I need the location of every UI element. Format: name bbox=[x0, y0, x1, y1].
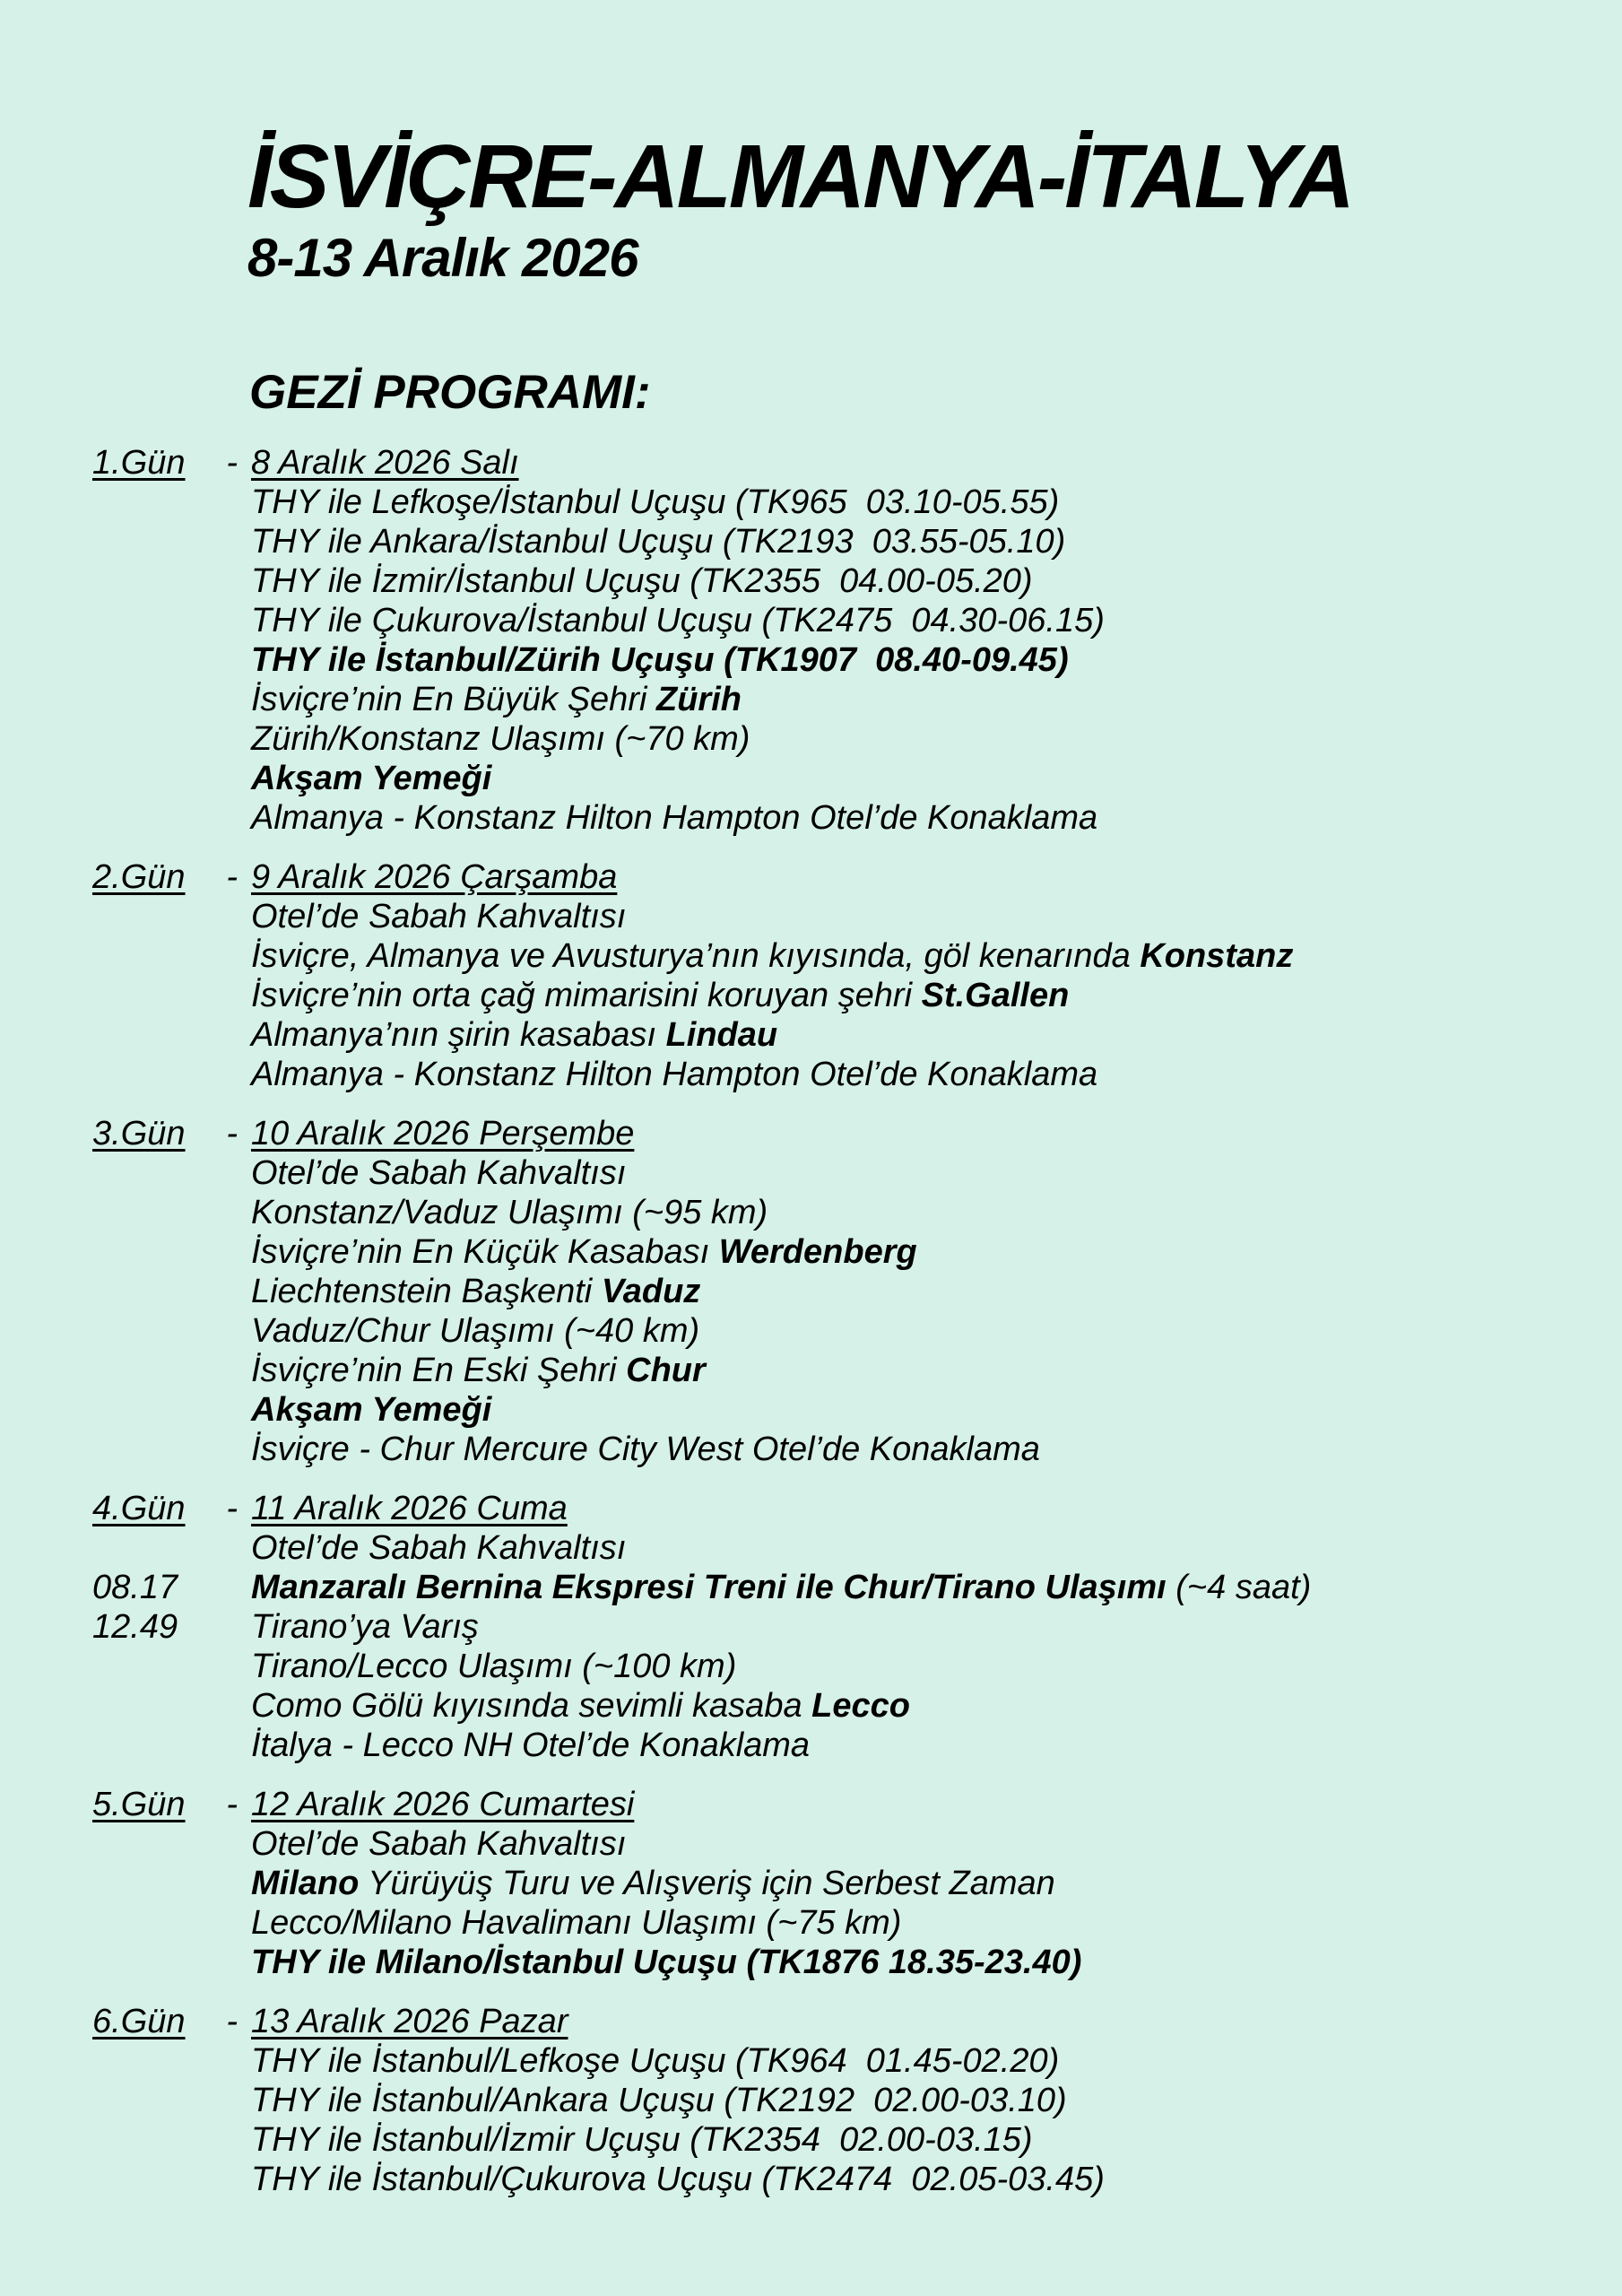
day-block bbox=[0, 1489, 1622, 1765]
text-segment: Liechtenstein Başkenti bbox=[251, 1273, 602, 1310]
text-segment: THY ile İstanbul/Lefkoşe Uçuşu (TK964 01.45-02.20) bbox=[251, 2042, 1060, 2080]
text-segment: Otel’de Sabah Kahvaltısı bbox=[251, 1529, 627, 1567]
text-segment: Konstanz bbox=[1140, 937, 1294, 975]
day-date: 8 Aralık 2026 Salı bbox=[251, 444, 519, 482]
itinerary-line bbox=[0, 1647, 1622, 1686]
line-text bbox=[251, 1312, 699, 1350]
line-text bbox=[251, 1944, 1081, 1981]
itinerary-line bbox=[0, 1607, 1622, 1647]
day-block bbox=[0, 1114, 1622, 1469]
day-block bbox=[0, 2002, 1622, 2199]
itinerary-line bbox=[0, 2041, 1622, 2081]
line-text bbox=[251, 1529, 626, 1567]
day-date: 9 Aralık 2026 Çarşamba bbox=[251, 858, 618, 896]
text-segment: (~4 saat) bbox=[1166, 1569, 1312, 1606]
line-text bbox=[251, 1273, 700, 1310]
text-segment: THY ile Milano/İstanbul Uçuşu (TK1876 18.35-23.40) bbox=[251, 1944, 1082, 1981]
itinerary-line bbox=[0, 483, 1622, 522]
day-label: 6.Gün bbox=[92, 2003, 186, 2040]
line-text bbox=[251, 898, 626, 935]
program-heading: GEZİ PROGRAMI: bbox=[249, 366, 651, 419]
line-text bbox=[251, 2121, 1033, 2159]
day-header bbox=[0, 1114, 1622, 1153]
day-date: 12 Aralık 2026 Cumartesi bbox=[251, 1786, 635, 1823]
itinerary-line bbox=[0, 1193, 1622, 1232]
day-label: 5.Gün bbox=[92, 1786, 186, 1823]
text-segment: Milano bbox=[251, 1865, 360, 1902]
text-segment: THY ile İstanbul/Zürih Uçuşu (TK1907 08.40-09.45) bbox=[251, 641, 1069, 679]
text-segment: THY ile İstanbul/Ankara Uçuşu (TK2192 02.00-03.10) bbox=[251, 2082, 1067, 2119]
itinerary bbox=[0, 443, 1622, 2199]
day-label: 4.Gün bbox=[92, 1490, 186, 1527]
day-header bbox=[0, 2002, 1622, 2041]
itinerary-line bbox=[0, 1864, 1622, 1903]
day-date: 10 Aralık 2026 Perşembe bbox=[251, 1115, 635, 1152]
itinerary-line bbox=[0, 719, 1622, 759]
day-header bbox=[0, 857, 1622, 897]
text-segment: Lecco bbox=[811, 1687, 910, 1725]
text-segment: Zürih bbox=[655, 681, 742, 718]
text-segment: İsviçre, Almanya ve Avusturya’nın kıyısında, göl kenarında bbox=[251, 937, 1141, 975]
text-segment: Zürih/Konstanz Ulaşımı (~70 km) bbox=[251, 720, 750, 758]
day-block bbox=[0, 443, 1622, 838]
text-segment: Otel’de Sabah Kahvaltısı bbox=[251, 1825, 627, 1863]
day-margin bbox=[92, 443, 238, 483]
text-segment: Tirano/Lecco Ulaşımı (~100 km) bbox=[251, 1648, 737, 1685]
itinerary-line bbox=[0, 1943, 1622, 1982]
line-text bbox=[251, 1569, 1311, 1606]
day-margin bbox=[92, 1489, 238, 1528]
day-margin bbox=[92, 1114, 238, 1153]
line-text bbox=[251, 1194, 768, 1231]
itinerary-line bbox=[0, 1272, 1622, 1311]
line-text bbox=[251, 760, 491, 797]
text-segment: THY ile Çukurova/İstanbul Uçuşu (TK2475 04.30-06.15) bbox=[251, 602, 1105, 639]
time-label: 08.17 bbox=[92, 1569, 178, 1606]
text-segment: Konstanz/Vaduz Ulaşımı (~95 km) bbox=[251, 1194, 768, 1231]
itinerary-line bbox=[0, 1903, 1622, 1943]
itinerary-line bbox=[0, 759, 1622, 798]
line-text bbox=[251, 799, 1097, 837]
itinerary-line bbox=[0, 561, 1622, 601]
day-margin bbox=[92, 857, 238, 897]
itinerary-line bbox=[0, 1726, 1622, 1765]
line-text bbox=[251, 977, 1069, 1014]
line-text bbox=[251, 1687, 910, 1725]
line-text bbox=[251, 1016, 777, 1054]
line-text bbox=[251, 1608, 479, 1646]
itinerary-line bbox=[0, 1430, 1622, 1469]
text-segment: THY ile Lefkoşe/İstanbul Uçuşu (TK965 03.10-05.55) bbox=[251, 483, 1060, 521]
itinerary-line bbox=[0, 1055, 1622, 1094]
itinerary-line bbox=[0, 1232, 1622, 1272]
line-text bbox=[251, 523, 1065, 561]
day-block bbox=[0, 857, 1622, 1094]
line-text bbox=[251, 2082, 1067, 2119]
line-text bbox=[251, 1391, 491, 1429]
text-segment: Almanya - Konstanz Hilton Hampton Otel’de Konaklama bbox=[251, 799, 1098, 837]
line-text bbox=[251, 1825, 626, 1863]
itinerary-line bbox=[0, 1824, 1622, 1864]
line-text bbox=[251, 720, 750, 758]
itinerary-line bbox=[0, 2081, 1622, 2120]
day-header bbox=[0, 443, 1622, 483]
text-segment: Akşam Yemeği bbox=[251, 1391, 492, 1429]
itinerary-line bbox=[0, 640, 1622, 680]
day-header bbox=[0, 1785, 1622, 1824]
text-segment: Akşam Yemeği bbox=[251, 760, 492, 797]
text-segment: Vaduz/Chur Ulaşımı (~40 km) bbox=[251, 1312, 700, 1350]
text-segment: THY ile İzmir/İstanbul Uçuşu (TK2355 04.00-05.20) bbox=[251, 562, 1033, 600]
day-block bbox=[0, 1785, 1622, 1982]
day-date: 13 Aralık 2026 Pazar bbox=[251, 2003, 568, 2040]
line-text bbox=[251, 1154, 626, 1192]
text-segment: Manzaralı Bernina Ekspresi Treni ile Chur/Tirano Ulaşımı bbox=[251, 1569, 1167, 1606]
itinerary-line bbox=[0, 897, 1622, 936]
day-margin bbox=[92, 1785, 238, 1824]
text-segment: İsviçre’nin En Eski Şehri bbox=[251, 1352, 627, 1389]
line-text bbox=[251, 641, 1069, 679]
itinerary-line bbox=[0, 1390, 1622, 1430]
page-subtitle: 8-13 Aralık 2026 bbox=[247, 228, 638, 288]
line-text bbox=[251, 1904, 901, 1942]
day-separator: - bbox=[226, 2003, 238, 2040]
text-segment: Werdenberg bbox=[718, 1233, 917, 1271]
text-segment: St.Gallen bbox=[921, 977, 1070, 1014]
line-text bbox=[251, 1431, 1040, 1468]
text-segment: Lindau bbox=[665, 1016, 778, 1054]
line-text bbox=[251, 681, 742, 718]
itinerary-line bbox=[0, 936, 1622, 976]
text-segment: Vaduz bbox=[601, 1273, 701, 1310]
line-text bbox=[251, 1056, 1097, 1093]
text-segment: İsviçre’nin orta çağ mimarisini koruyan şehri bbox=[251, 977, 922, 1014]
itinerary-line bbox=[0, 976, 1622, 1015]
line-text bbox=[251, 1726, 810, 1764]
text-segment: THY ile İstanbul/Çukurova Uçuşu (TK2474 02.05-03.45) bbox=[251, 2161, 1105, 2198]
line-text bbox=[251, 2042, 1059, 2080]
itinerary-line bbox=[0, 601, 1622, 640]
time-label: 12.49 bbox=[92, 1608, 178, 1646]
itinerary-line bbox=[0, 2160, 1622, 2199]
day-date: 11 Aralık 2026 Cuma bbox=[251, 1490, 568, 1527]
text-segment: Lecco/Milano Havalimanı Ulaşımı (~75 km) bbox=[251, 1904, 902, 1942]
itinerary-line bbox=[0, 1015, 1622, 1055]
text-segment: Almanya - Konstanz Hilton Hampton Otel’de Konaklama bbox=[251, 1056, 1098, 1093]
text-segment: İtalya - Lecco NH Otel’de Konaklama bbox=[251, 1726, 811, 1764]
page-title: İSVİÇRE-ALMANYA-İTALYA bbox=[247, 126, 1353, 227]
day-separator: - bbox=[226, 858, 238, 896]
day-separator: - bbox=[226, 1490, 238, 1527]
itinerary-line bbox=[0, 798, 1622, 838]
line-text bbox=[251, 1865, 1055, 1902]
text-segment: THY ile Ankara/İstanbul Uçuşu (TK2193 03.55-05.10) bbox=[251, 523, 1066, 561]
line-text bbox=[251, 1648, 736, 1685]
itinerary-line bbox=[0, 1528, 1622, 1568]
text-segment: İsviçre - Chur Mercure City West Otel’de Konaklama bbox=[251, 1431, 1040, 1468]
line-text bbox=[251, 1233, 917, 1271]
text-segment: Otel’de Sabah Kahvaltısı bbox=[251, 898, 627, 935]
day-separator: - bbox=[226, 444, 238, 482]
day-label: 1.Gün bbox=[92, 444, 186, 482]
line-text bbox=[251, 562, 1033, 600]
day-separator: - bbox=[226, 1115, 238, 1152]
itinerary-line bbox=[0, 1568, 1622, 1607]
text-segment: Almanya’nın şirin kasabası bbox=[251, 1016, 666, 1054]
day-separator: - bbox=[226, 1786, 238, 1823]
line-text bbox=[251, 2161, 1105, 2198]
itinerary-line bbox=[0, 1686, 1622, 1726]
text-segment: İsviçre’nin En Küçük Kasabası bbox=[251, 1233, 719, 1271]
itinerary-line bbox=[0, 1153, 1622, 1193]
text-segment: İsviçre’nin En Büyük Şehri bbox=[251, 681, 656, 718]
text-segment: Yürüyüş Turu ve Alışveriş için Serbest Zaman bbox=[359, 1865, 1055, 1902]
line-text bbox=[251, 1352, 706, 1389]
text-segment: Tirano’ya Varış bbox=[251, 1608, 479, 1646]
itinerary-line bbox=[0, 680, 1622, 719]
text-segment: Chur bbox=[626, 1352, 706, 1389]
line-text bbox=[251, 483, 1059, 521]
itinerary-line bbox=[0, 2120, 1622, 2160]
day-margin bbox=[92, 2002, 238, 2041]
itinerary-line bbox=[0, 1311, 1622, 1351]
text-segment: Otel’de Sabah Kahvaltısı bbox=[251, 1154, 627, 1192]
itinerary-line bbox=[0, 1351, 1622, 1390]
day-label: 3.Gün bbox=[92, 1115, 186, 1152]
day-header bbox=[0, 1489, 1622, 1528]
text-segment: THY ile İstanbul/İzmir Uçuşu (TK2354 02.00-03.15) bbox=[251, 2121, 1033, 2159]
itinerary-line bbox=[0, 522, 1622, 561]
day-label: 2.Gün bbox=[92, 858, 186, 896]
line-text bbox=[251, 602, 1105, 639]
line-text bbox=[251, 937, 1293, 975]
text-segment: Como Gölü kıyısında sevimli kasaba bbox=[251, 1687, 812, 1725]
